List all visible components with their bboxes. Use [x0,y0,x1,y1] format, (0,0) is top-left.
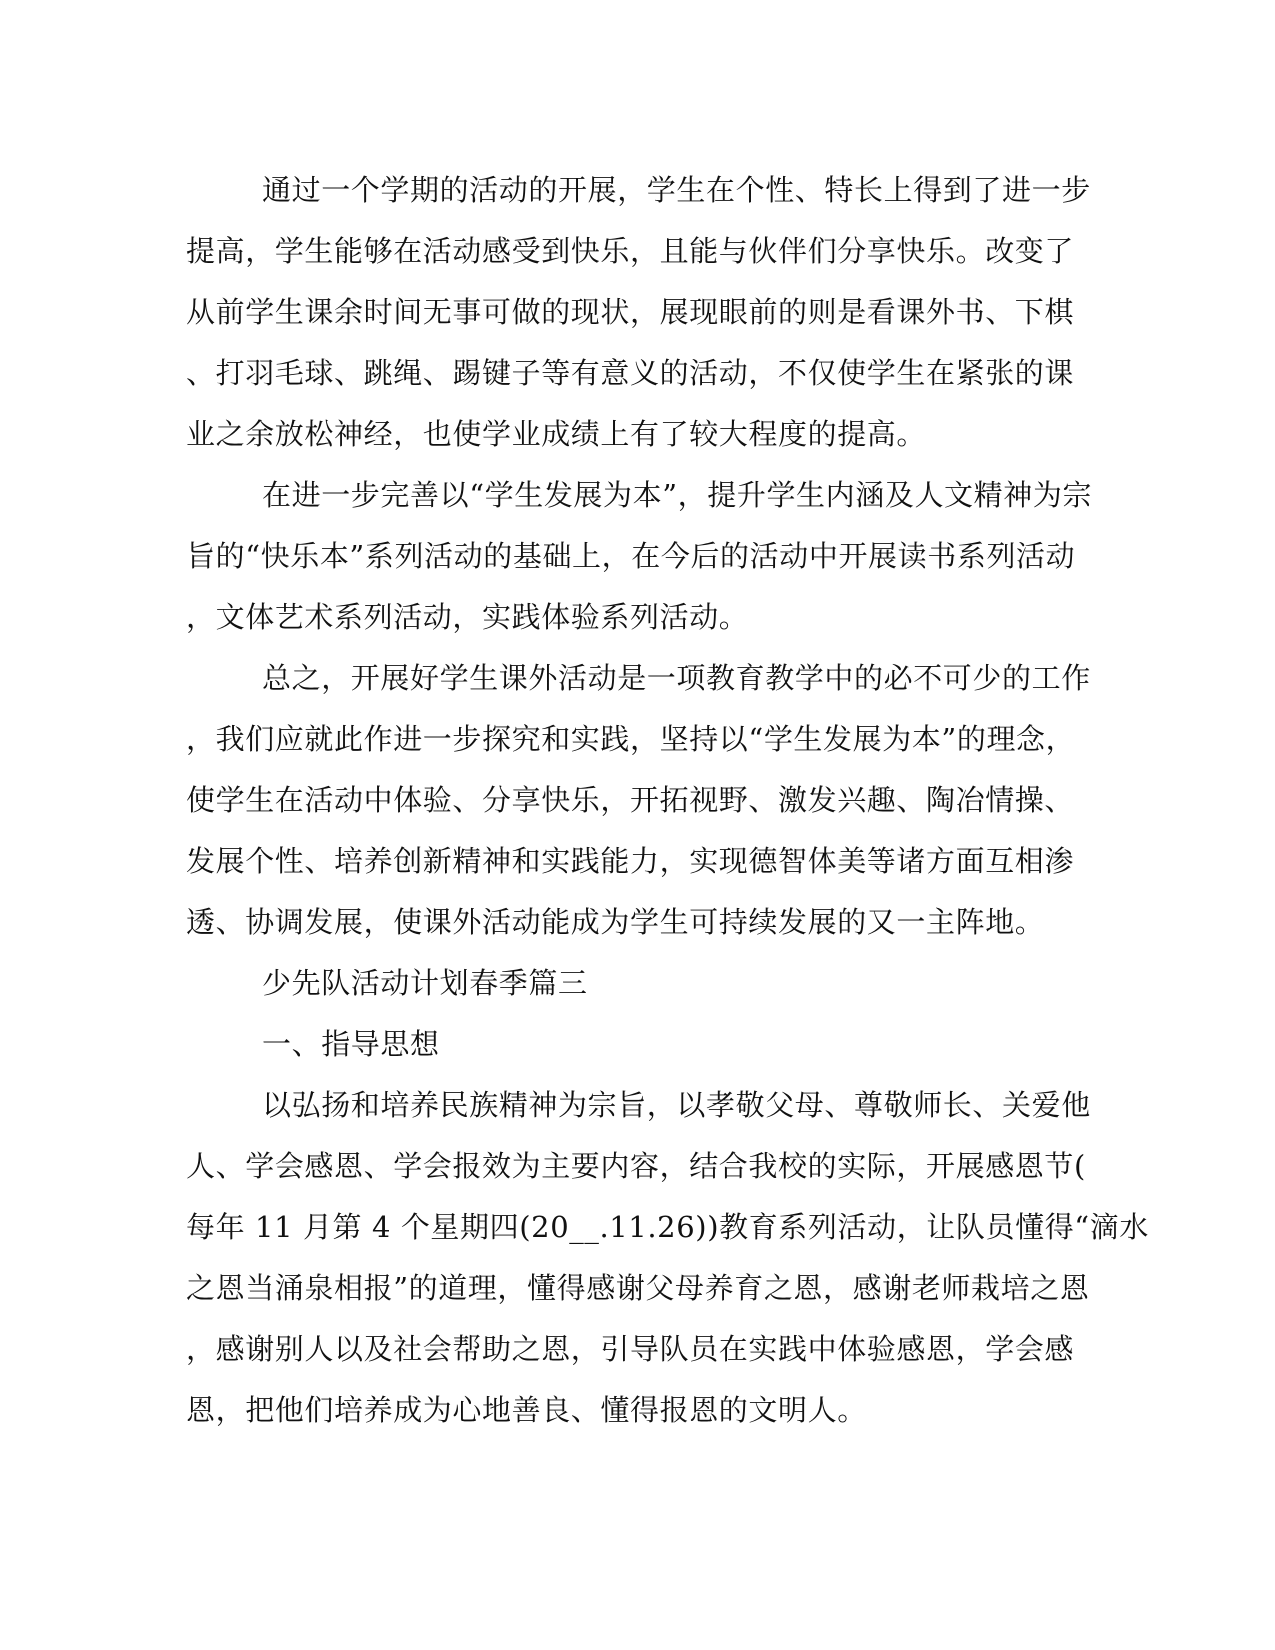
paragraph-line: ，我们应就此作进一步探究和实践，坚持以“学生发展为本”的理念， [186,722,1076,756]
paragraph-line: 以弘扬和培养民族精神为宗旨，以孝敬父母、尊敬师长、关爱他 [262,1088,1091,1122]
section-heading: 少先队活动计划春季篇三 [262,966,588,1000]
paragraph-line: 提高，学生能够在活动感受到快乐，且能与伙伴们分享快乐。改变了 [186,234,1075,268]
paragraph-line: 透、协调发展，使课外活动能成为学生可持续发展的又一主阵地。 [186,905,1045,939]
paragraph-line: 每年 11 月第 4 个星期四(20__.11.26))教育系列活动，让队员懂得“滴水 [186,1210,1149,1244]
paragraph-line: 在进一步完善以“学生发展为本”，提升学生内涵及人文精神为宗 [262,478,1093,512]
paragraph-line: ，文体艺术系列活动，实践体验系列活动。 [186,600,749,634]
paragraph-line: 、打羽毛球、跳绳、踢键子等有意义的活动，不仅使学生在紧张的课 [186,356,1075,390]
paragraph-line: 发展个性、培养创新精神和实践能力，实现德智体美等诸方面互相渗 [186,844,1075,878]
paragraph-line: 使学生在活动中体验、分享快乐，开拓视野、激发兴趣、陶冶情操、 [186,783,1075,817]
paragraph-line: 从前学生课余时间无事可做的现状，展现眼前的则是看课外书、下棋 [186,295,1075,329]
paragraph-line: ，感谢别人以及社会帮助之恩，引导队员在实践中体验感恩，学会感 [186,1332,1075,1366]
paragraph-line: 人、学会感恩、学会报效为主要内容，结合我校的实际，开展感恩节( [186,1149,1086,1183]
paragraph-line: 恩，把他们培养成为心地善良、懂得报恩的文明人。 [186,1393,867,1427]
paragraph-line: 业之余放松神经，也使学业成绩上有了较大程度的提高。 [186,417,927,451]
paragraph-line: 旨的“快乐本”系列活动的基础上，在今后的活动中开展读书系列活动 [186,539,1076,573]
paragraph-line: 之恩当涌泉相报”的道理，懂得感谢父母养育之恩，感谢老师栽培之恩 [186,1271,1090,1305]
subsection-title: 一、指导思想 [262,1027,440,1061]
paragraph-line: 通过一个学期的活动的开展，学生在个性、特长上得到了进一步 [262,173,1091,207]
paragraph-line: 总之，开展好学生课外活动是一项教育教学中的必不可少的工作 [262,661,1091,695]
document-body [186,160,1149,1441]
